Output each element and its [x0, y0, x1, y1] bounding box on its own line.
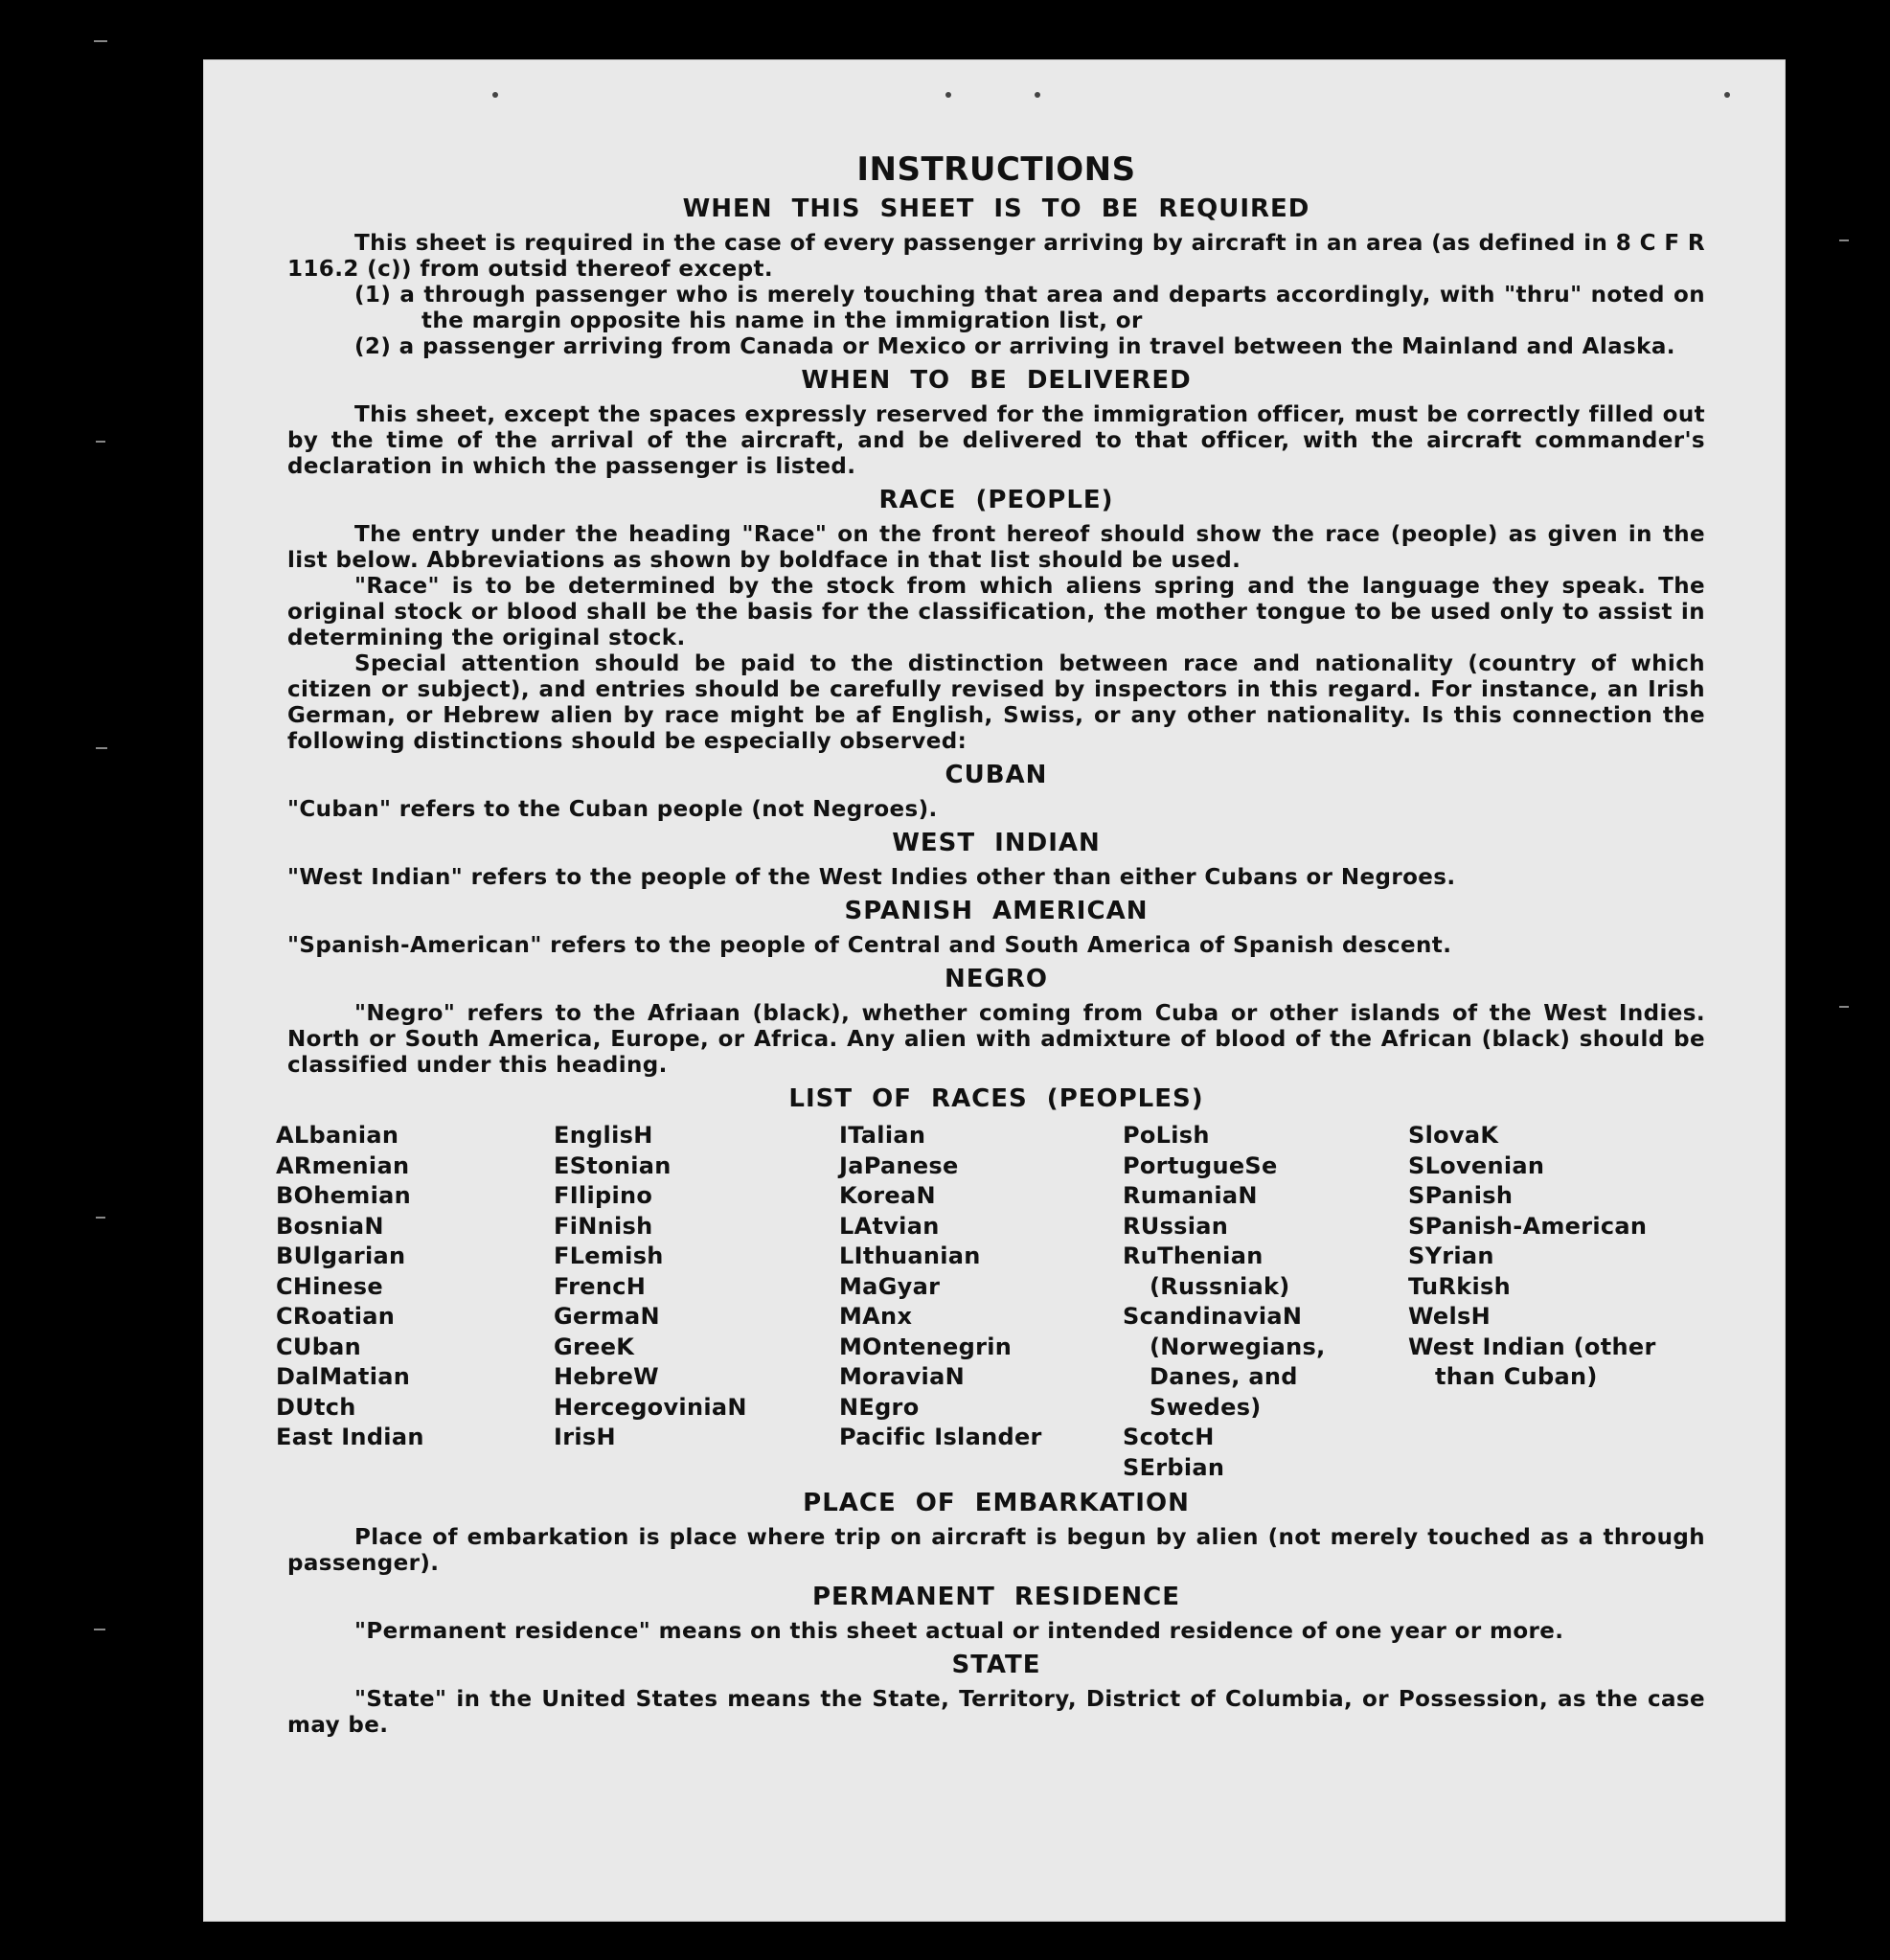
race-paragraph-3: Special attention should be paid to the distinction between race and nationality (country of which citizen or subject), and entries should be carefully revised by inspectors in this regard. For instance, an Irish German, or Hebrew alien by race might be af English, Swiss, or any other nationality. Is this connection the following distinctions should be especially observed: — [287, 651, 1705, 754]
race-item: FIlipino — [554, 1182, 653, 1209]
when-required-intro: This sheet is required in the case of every passenger arriving by aircraft in an area (as defined in 8 C F R 116.2 (c)) from outsid thereof except. — [287, 231, 1705, 282]
race-item: KoreaN — [839, 1182, 936, 1209]
race-item: HebreW — [554, 1363, 659, 1390]
residence-text: "Permanent residence" means on this sheet actual or intended residence of one year or more. — [354, 1619, 1564, 1644]
spanish-american-text: "Spanish-American" refers to the people of Central and South America of Spanish descent. — [287, 933, 1452, 958]
heading-when-required: WHEN THIS SHEET IS TO BE REQUIRED — [682, 194, 1310, 223]
race-item: SPanish-American — [1408, 1212, 1648, 1240]
punch-dot — [945, 92, 951, 98]
film-edge-mark — [96, 747, 107, 749]
race-item: SlovaK — [1408, 1122, 1499, 1149]
cuban-text: "Cuban" refers to the Cuban people (not Negroes). — [287, 797, 938, 822]
heading-permanent-residence: PERMANENT RESIDENCE — [811, 1583, 1181, 1611]
heading-cuban: CUBAN — [945, 761, 1048, 789]
race-item: SLovenian — [1408, 1151, 1545, 1179]
race-item: PoLish — [1123, 1122, 1210, 1149]
race-item: PortugueSe — [1123, 1151, 1278, 1179]
race-item: BOhemian — [276, 1182, 411, 1209]
film-edge-mark — [94, 40, 107, 42]
race-item: LAtvian — [839, 1212, 940, 1240]
race-item: FLemish — [554, 1242, 664, 1269]
instruction-sheet — [203, 59, 1786, 1922]
race-item: GreeK — [554, 1333, 635, 1360]
heading-list-of-races: LIST OF RACES (PEOPLES) — [788, 1084, 1204, 1113]
film-edge-mark — [1839, 1006, 1849, 1008]
race-item: ITalian — [839, 1122, 926, 1149]
punch-dot — [1035, 92, 1040, 98]
heading-negro: NEGRO — [945, 965, 1048, 993]
when-required-item-2: (2) a passenger arriving from Canada or Mexico or arriving in travel between the Mainland and Alaska. — [354, 334, 1675, 359]
film-edge-mark — [96, 1217, 105, 1219]
race-item: WelsH — [1408, 1303, 1491, 1330]
race-item: CUban — [276, 1333, 362, 1360]
race-column — [839, 1121, 1123, 1483]
race-item: BUlgarian — [276, 1242, 406, 1269]
race-item: GermaN — [554, 1303, 660, 1330]
heading-race: RACE (PEOPLE) — [878, 486, 1114, 514]
heading-spanish-american: SPANISH AMERICAN — [844, 897, 1149, 925]
race-item: SErbian — [1123, 1453, 1225, 1481]
race-item: DUtch — [276, 1393, 356, 1421]
race-item: EnglisH — [554, 1122, 653, 1149]
punch-dot — [1724, 92, 1730, 98]
race-item: SYrian — [1408, 1242, 1494, 1269]
race-item: LIthuanian — [839, 1242, 981, 1269]
race-item: SPanish — [1408, 1182, 1514, 1209]
race-item: MAnx — [839, 1303, 913, 1330]
punch-dot — [492, 92, 498, 98]
west-indian-text: "West Indian" refers to the people of the West Indies other than either Cubans or Negroes. — [287, 865, 1456, 890]
race-item: JaPanese — [839, 1151, 959, 1179]
race-column — [1408, 1121, 1686, 1483]
race-item: ScandinaviaN (Norwegians, Danes, and Swedes) — [1123, 1303, 1326, 1421]
race-item: MaGyar — [839, 1272, 941, 1300]
race-item: Pacific Islander — [839, 1424, 1042, 1450]
race-item: TuRkish — [1408, 1272, 1511, 1300]
race-column — [554, 1121, 839, 1483]
race-item: East Indian — [276, 1424, 424, 1450]
heading-west-indian: WEST INDIAN — [892, 829, 1101, 857]
sheet-content — [276, 150, 1705, 1739]
race-item: West Indian (other than Cuban) — [1408, 1333, 1656, 1390]
race-item: ALbanian — [276, 1122, 399, 1149]
race-item: MoraviaN — [839, 1363, 965, 1390]
race-column — [1123, 1121, 1408, 1483]
heading-embarkation: PLACE OF EMBARKATION — [803, 1489, 1190, 1517]
when-delivered-text: This sheet, except the spaces expressly reserved for the immigration officer, must be correctly filled out by the time of the arrival of the aircraft, and be delivered to that officer, with the aircraft commander's declaration in which the passenger is listed. — [287, 402, 1705, 479]
race-item: HercegoviniaN — [554, 1393, 747, 1421]
page-title: INSTRUCTIONS — [856, 150, 1136, 189]
race-item: MOntenegrin — [839, 1333, 1013, 1360]
race-item: EStonian — [554, 1151, 672, 1179]
heading-state: STATE — [951, 1651, 1041, 1679]
race-item: CHinese — [276, 1272, 383, 1300]
race-item: FiNnish — [554, 1212, 653, 1240]
race-item: BosniaN — [276, 1212, 384, 1240]
film-edge-mark — [96, 441, 105, 443]
race-item: ARmenian — [276, 1151, 410, 1179]
when-required-item-1: (1) a through passenger who is merely touching that area and departs accordingly, with "thru" noted on the margin opposite his name in the immigration list, or — [354, 283, 1705, 333]
race-paragraph-2: "Race" is to be determined by the stock from which aliens spring and the language they speak. The original stock or blood shall be the basis for the classification, the mother tongue to be used only to assist in determining the original stock. — [287, 574, 1705, 650]
race-list — [276, 1121, 1705, 1483]
race-item: IrisH — [554, 1424, 616, 1450]
race-paragraph-1: The entry under the heading "Race" on the front hereof should show the race (people) as given in the list below. Abbreviations as shown by boldface in that list should be used. — [287, 522, 1705, 573]
race-item: RumaniaN — [1123, 1182, 1258, 1209]
race-column — [276, 1121, 554, 1483]
race-item: FrencH — [554, 1272, 647, 1300]
race-item: RuThenian (Russniak) — [1123, 1242, 1290, 1300]
state-text: "State" in the United States means the State, Territory, District of Columbia, or Possession, as the case may be. — [287, 1687, 1705, 1738]
race-item: CRoatian — [276, 1303, 396, 1330]
race-item: NEgro — [839, 1393, 920, 1421]
film-edge-mark — [94, 1629, 105, 1630]
race-item: DalMatian — [276, 1363, 411, 1390]
film-edge-mark — [1839, 239, 1849, 241]
race-item: RUssian — [1123, 1212, 1229, 1240]
negro-text: "Negro" refers to the Afriaan (black), whether coming from Cuba or other islands of the West Indies. North or South America, Europe, or Africa. Any alien with admixture of blood of the African (black) should be classified under this heading. — [287, 1001, 1705, 1078]
heading-when-delivered: WHEN TO BE DELIVERED — [801, 366, 1192, 395]
race-item: ScotcH — [1123, 1424, 1215, 1450]
embarkation-text: Place of embarkation is place where trip on aircraft is begun by alien (not merely touched as a through passenger). — [287, 1525, 1705, 1576]
